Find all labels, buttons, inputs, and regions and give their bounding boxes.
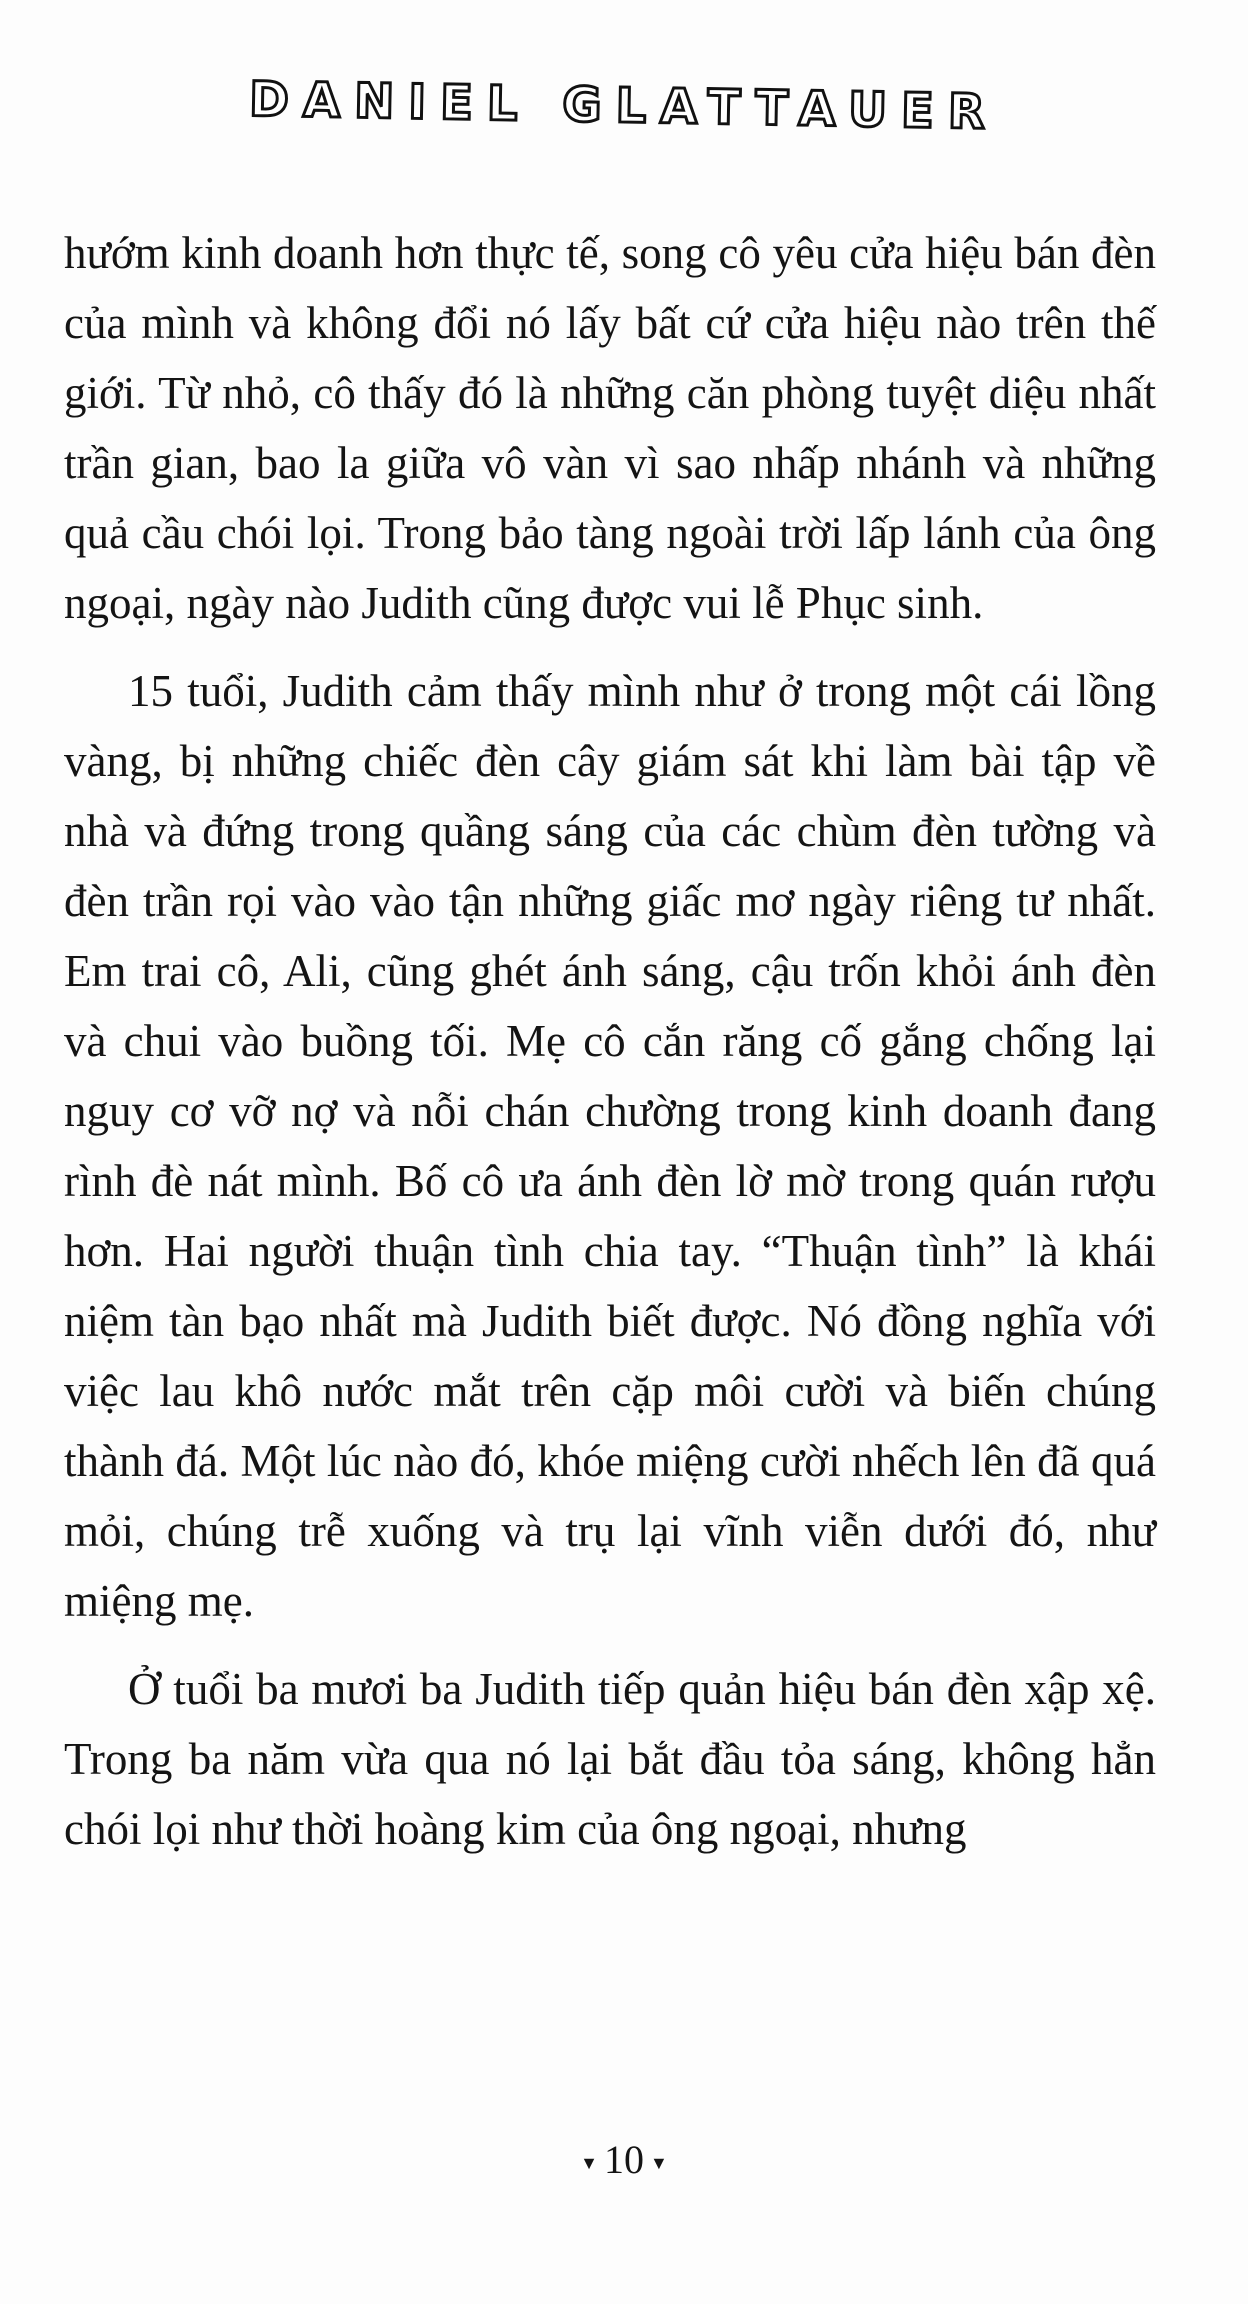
- body-text: [64, 218, 1156, 1882]
- page-number: [0, 2136, 1248, 2183]
- running-header-author: DANIEL GLATTAUER: [248, 71, 1000, 141]
- bullet-left-icon: ▼: [580, 2153, 598, 2174]
- paragraph-2: 15 tuổi, Judith cảm thấy mình như ở trong một cái lồng vàng, bị những chiếc đèn cây giám sát khi làm bài tập về nhà và đứng trong quầng sáng của các chùm đèn tường và đèn trần rọi vào vào tận những giấc mơ ngày riêng tư nhất. Em trai cô, Ali, cũng ghét ánh sáng, cậu trốn khỏi ánh đèn và chui vào buồng tối. Mẹ cô cắn răng cố gắng chống lại nguy cơ vỡ nợ và nỗi chán chường trong kinh doanh đang rình đè nát mình. Bố cô ưa ánh đèn lờ mờ trong quán rượu hơn. Hai người thuận tình chia tay. “Thuận tình” là khái niệm tàn bạo nhất mà Judith biết được. Nó đồng nghĩa với việc lau khô nước mắt trên cặp môi cười và biến chúng thành đá. Một lúc nào đó, khóe miệng cười nhếch lên đã quá mỏi, chúng trễ xuống và trụ lại vĩnh viễn dưới đó, như miệng mẹ.: [64, 666, 1156, 1626]
- paragraph-1: hướm kinh doanh hơn thực tế, song cô yêu cửa hiệu bán đèn của mình và không đổi nó lấy bất cứ cửa hiệu nào trên thế giới. Từ nhỏ, cô thấy đó là những căn phòng tuyệt diệu nhất trần gian, bao la giữa vô vàn vì sao nhấp nhánh và những quả cầu chói lọi. Trong bảo tàng ngoài trời lấp lánh của ông ngoại, ngày nào Judith cũng được vui lễ Phục sinh.: [64, 228, 1156, 628]
- bullet-right-icon: ▼: [650, 2153, 668, 2174]
- page-number-value: 10: [604, 2137, 644, 2182]
- paragraph-3: Ở tuổi ba mươi ba Judith tiếp quản hiệu bán đèn xập xệ. Trong ba năm vừa qua nó lại bắt đầu tỏa sáng, không hẳn chói lọi như thời hoàng kim của ông ngoại, nhưng: [64, 1664, 1156, 1854]
